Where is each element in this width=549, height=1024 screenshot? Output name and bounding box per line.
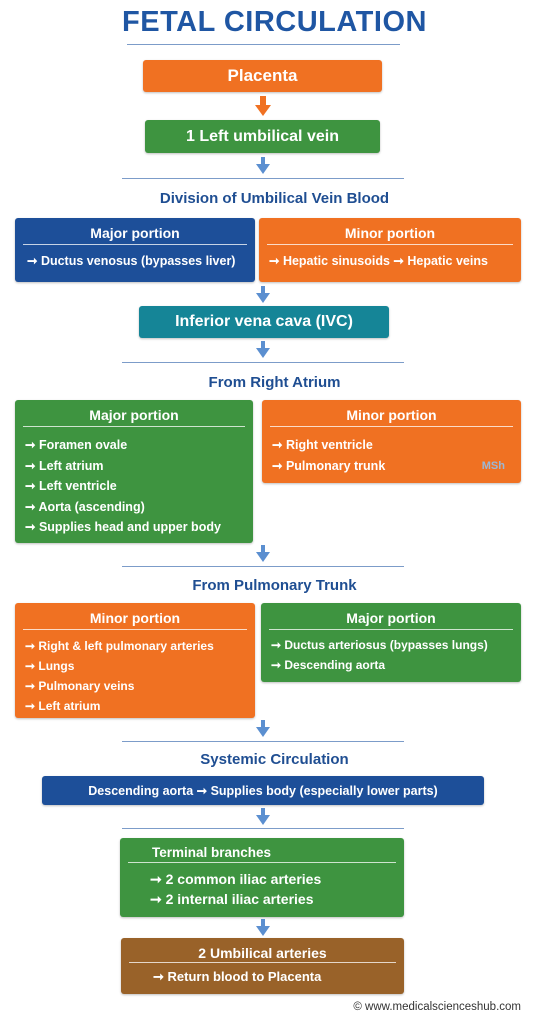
terminal-branches-panel	[120, 838, 404, 917]
pulmonary-minor-panel	[15, 603, 255, 718]
list-item: ➞ 2 common iliac arteries	[150, 871, 322, 887]
division-minor-panel	[259, 218, 521, 282]
watermark-mark: MSh	[481, 460, 505, 472]
list-item: ➞ Descending aorta	[271, 658, 386, 672]
panel-title: Minor portion	[344, 225, 436, 241]
systemic-label: Descending aorta ➞ Supplies body (especially lower parts)	[88, 784, 438, 798]
arrow-down-icon	[253, 96, 273, 118]
umbilical-vein-label: 1 Left umbilical vein	[186, 127, 339, 145]
list-item: ➞ Pulmonary veins	[25, 679, 135, 693]
systemic-box	[42, 776, 484, 805]
section-divider	[122, 178, 404, 179]
division-major-text: ➞ Ductus venosus (bypasses liver)	[27, 254, 236, 268]
right-atrium-major-list	[15, 427, 253, 538]
right-atrium-minor-panel	[262, 400, 521, 483]
systemic-heading: Systemic Circulation	[200, 751, 349, 768]
panel-title: Minor portion	[89, 610, 181, 626]
title-underline	[127, 44, 400, 45]
panel-title: 2 Umbilical arteries	[198, 945, 327, 961]
list-item: ➞ Left ventricle	[25, 479, 117, 493]
list-item: ➞ Right ventricle	[272, 438, 373, 452]
ivc-box	[139, 306, 389, 338]
pulmonary-major-panel	[261, 603, 521, 682]
section-divider	[122, 566, 404, 567]
list-item: ➞ Pulmonary trunk	[272, 458, 386, 473]
ivc-label: Inferior vena cava (IVC)	[175, 313, 353, 330]
arrow-down-icon	[255, 286, 271, 304]
arrow-down-icon	[255, 919, 271, 937]
panel-title: Major portion	[90, 225, 180, 241]
panel-title: Major portion	[346, 610, 436, 626]
list-item: ➞ Aorta (ascending)	[25, 499, 145, 514]
placenta-label: Placenta	[227, 66, 298, 85]
division-minor-text: ➞ Hepatic sinusoids ➞ Hepatic veins	[269, 254, 488, 268]
list-item: ➞ Supplies head and upper body	[25, 520, 221, 534]
copyright-footer: © www.medicalscienceshub.com	[353, 1001, 521, 1013]
section-divider	[122, 741, 404, 742]
section-divider	[122, 362, 404, 363]
pulmonary-major-list	[261, 630, 521, 675]
list-item: ➞ Foramen ovale	[25, 438, 128, 452]
panel-title: Terminal branches	[152, 845, 272, 860]
list-item: ➞ Ductus arteriosus (bypasses lungs)	[271, 638, 488, 652]
right-atrium-heading: From Right Atrium	[208, 374, 341, 391]
placenta-box	[143, 60, 382, 92]
arrow-down-icon	[255, 545, 271, 563]
right-atrium-major-panel	[15, 400, 253, 543]
section-divider	[122, 828, 404, 829]
division-major-panel	[15, 218, 255, 282]
list-item: ➞ Left atrium	[25, 699, 101, 713]
division-heading: Division of Umbilical Vein Blood	[159, 190, 390, 207]
list-item: ➞ Right & left pulmonary arteries	[25, 639, 214, 653]
umbilical-arteries-panel	[121, 938, 404, 994]
page-title: FETAL CIRCULATION	[122, 6, 427, 38]
pulmonary-minor-list	[15, 630, 255, 716]
arrow-down-icon	[255, 720, 271, 738]
list-item: ➞ 2 internal iliac arteries	[150, 891, 314, 907]
panel-title: Major portion	[89, 407, 179, 423]
umbilical-vein-box	[145, 120, 380, 153]
panel-title: Minor portion	[346, 407, 437, 423]
arrow-down-icon	[255, 157, 271, 175]
arrow-down-icon	[255, 808, 271, 826]
arrow-down-icon	[255, 341, 271, 359]
terminal-list	[120, 863, 404, 909]
list-item: ➞ Left atrium	[25, 458, 104, 473]
list-item: ➞ Lungs	[25, 659, 75, 673]
umbilical-arteries-text: ➞ Return blood to Placenta	[153, 969, 322, 984]
pulmonary-heading: From Pulmonary Trunk	[192, 577, 357, 594]
